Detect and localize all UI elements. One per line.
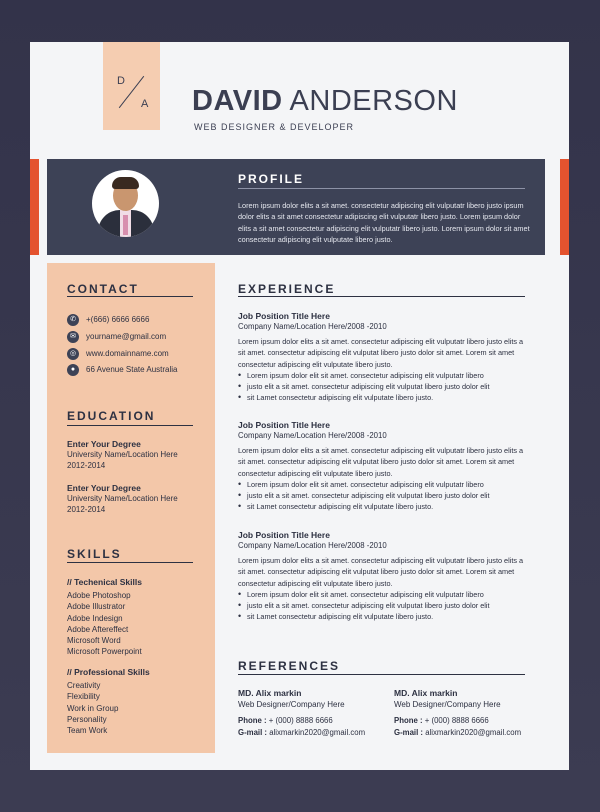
job-bullet: • justo elit a sit amet. consectetur adipiscing elit vulputat libero justo dolor elit [238,381,530,392]
reference-gmail-label: G-mail : [238,728,268,737]
professional-skills-heading: // Professional Skills [67,667,150,677]
reference-name: MD. Alix markin [394,688,458,698]
education-degree: Enter Your Degree [67,483,141,493]
education-item [67,483,207,515]
location-icon: ● [67,364,79,376]
professional-skills-list [67,680,118,736]
job-description: Lorem ipsum dolor elits a sit amet. consectetur adipiscing elit vulputatr libero justo elits a sit amet. consectetur adipiscing elit vulputat libero justo dolor sit amet. Lorem sit amet consectetur adipiscing elit vulputate libero justo. [238,337,524,369]
accent-bar-right [560,159,569,255]
reference-gmail [394,727,544,739]
photo-hair [112,177,139,189]
monogram-last-letter: A [141,98,149,110]
job-entry [238,311,530,404]
globe-icon: ◎ [67,348,79,360]
education-degree: Enter Your Degree [67,439,141,449]
reference-gmail-label: G-mail : [394,728,424,737]
education-school: University Name/Location Here [67,450,178,459]
education-divider [67,425,193,426]
contact-email: yourname@gmail.com [86,332,167,341]
contact-item-address [67,364,227,376]
email-icon: ✉ [67,331,79,343]
resume-page [30,42,569,770]
job-bullet: • sit Lamet consectetur adipiscing elit vulputate libero justo. [238,501,530,512]
job-bullet: • Lorem ipsum dolor elit sit amet. consectetur adipiscing elit vulputatr libero [238,589,530,600]
skill-item: Adobe Photoshop [67,591,131,600]
experience-heading: EXPERIENCE [238,282,336,296]
contact-item-website [67,348,227,360]
education-years: 2012-2014 [67,505,106,514]
references-heading: REFERENCES [238,659,341,673]
reference-contact [394,715,544,739]
education-item [67,439,207,471]
reference-name: MD. Alix markin [238,688,302,698]
profile-divider [238,188,525,189]
monogram-first-letter: D [117,75,125,87]
job-bullet: • justo elit a sit amet. consectetur adipiscing elit vulputat libero justo dolor elit [238,490,530,501]
job-company: Company Name/Location Here/2008 -2010 [238,431,387,440]
reference-entry [238,688,388,739]
job-company: Company Name/Location Here/2008 -2010 [238,322,387,331]
reference-phone-label: Phone : [394,716,423,725]
contact-item-phone [67,314,227,326]
reference-role: Web Designer/Company Here [238,700,345,709]
skill-item: Flexibility [67,692,100,702]
skill-item: Microsoft Word [67,636,121,646]
reference-gmail-value: alixmarkin2020@gmail.com [423,728,522,737]
skill-item: Adobe Aftereffect [67,624,129,634]
reference-gmail-value: alixmarkin2020@gmail.com [267,728,366,737]
contact-website: www.domainname.com [86,349,169,358]
reference-phone [394,715,544,727]
job-position-title: Job Position Title Here [238,420,330,430]
full-name [192,85,458,118]
contact-divider [67,296,193,297]
job-entry [238,530,530,623]
job-bullet: • sit Lamet consectetur adipiscing elit vulputate libero justo. [238,611,530,622]
reference-phone-value: + (000) 8888 6666 [422,716,489,725]
job-title: WEB DESIGNER & DEVELOPER [194,122,355,132]
skills-heading: SKILLS [67,547,122,561]
reference-entry [394,688,544,739]
reference-contact [238,715,388,739]
job-bullets [238,479,530,513]
job-bullet: • justo elit a sit amet. consectetur adipiscing elit vulputat libero justo dolor elit [238,600,530,611]
reference-gmail [238,727,388,739]
skill-item: Microsoft Powerpoint [67,647,142,657]
education-heading: EDUCATION [67,409,156,423]
education-school: University Name/Location Here [67,494,178,503]
job-description: Lorem ipsum dolor elits a sit amet. consectetur adipiscing elit vulputatr libero justo elits a sit amet. consectetur adipiscing elit vulputat libero justo dolor sit amet. Lorem sit amet consectetur adipiscing elit vulputate libero justo. [238,556,524,588]
job-position-title: Job Position Title Here [238,311,330,321]
contact-heading: CONTACT [67,282,139,296]
profile-heading: PROFILE [238,172,305,186]
skill-item: Adobe Indesign [67,613,123,623]
skills-divider [67,562,193,563]
phone-icon: ✆ [67,314,79,326]
skill-item: Adobe Illustrator [67,602,126,612]
references-divider [238,674,525,675]
first-name: DAVID [192,85,283,117]
job-bullet: • Lorem ipsum dolor elit sit amet. consectetur adipiscing elit vulputatr libero [238,479,530,490]
photo-tie [123,215,128,235]
technical-skills-heading: // Techenical Skills [67,577,142,587]
contact-phone: +(666) 6666 6666 [86,315,150,324]
job-bullet: • sit Lamet consectetur adipiscing elit vulputate libero justo. [238,392,530,403]
reference-role: Web Designer/Company Here [394,700,501,709]
job-company: Company Name/Location Here/2008 -2010 [238,541,387,550]
reference-phone [238,715,388,727]
technical-skills-list [67,590,142,658]
skill-item: Team Work [67,726,108,736]
contact-item-email [67,331,227,343]
reference-phone-label: Phone : [238,716,267,725]
job-description: Lorem ipsum dolor elits a sit amet. consectetur adipiscing elit vulputatr libero justo elits a sit amet. consectetur adipiscing elit vulputat libero justo dolor sit amet. Lorem sit amet consectetur adipiscing elit vulputate libero justo. [238,446,524,478]
contact-address: 66 Avenue State Australia [86,365,178,374]
experience-divider [238,296,525,297]
job-position-title: Job Position Title Here [238,530,330,540]
job-entry [238,420,530,513]
skill-item: Personality [67,714,107,724]
accent-bar-left [30,159,39,255]
job-bullet: • Lorem ipsum dolor elit sit amet. consectetur adipiscing elit vulputatr libero [238,370,530,381]
monogram [103,42,160,130]
education-years: 2012-2014 [67,461,106,470]
profile-text: Lorem ipsum dolor elits a sit amet. consectetur adipiscing elit vulputatr libero justo ipsum dolor elits a sit amet consectetur adipiscing elit vulputatr libero justo. Lorem ipsum dolor elits a sit amet consectetur adipiscing elit vulputatr libero justo. Lorem ipsum dolor sit amet consectetur adipiscing elit vulputate libero justo. [238,201,530,244]
job-bullets [238,370,530,404]
job-bullets [238,589,530,623]
reference-phone-value: + (000) 8888 6666 [266,716,333,725]
last-name: ANDERSON [289,85,458,117]
profile-photo [92,170,159,237]
skill-item: Work in Group [67,703,119,713]
skill-item: Creativity [67,681,101,690]
